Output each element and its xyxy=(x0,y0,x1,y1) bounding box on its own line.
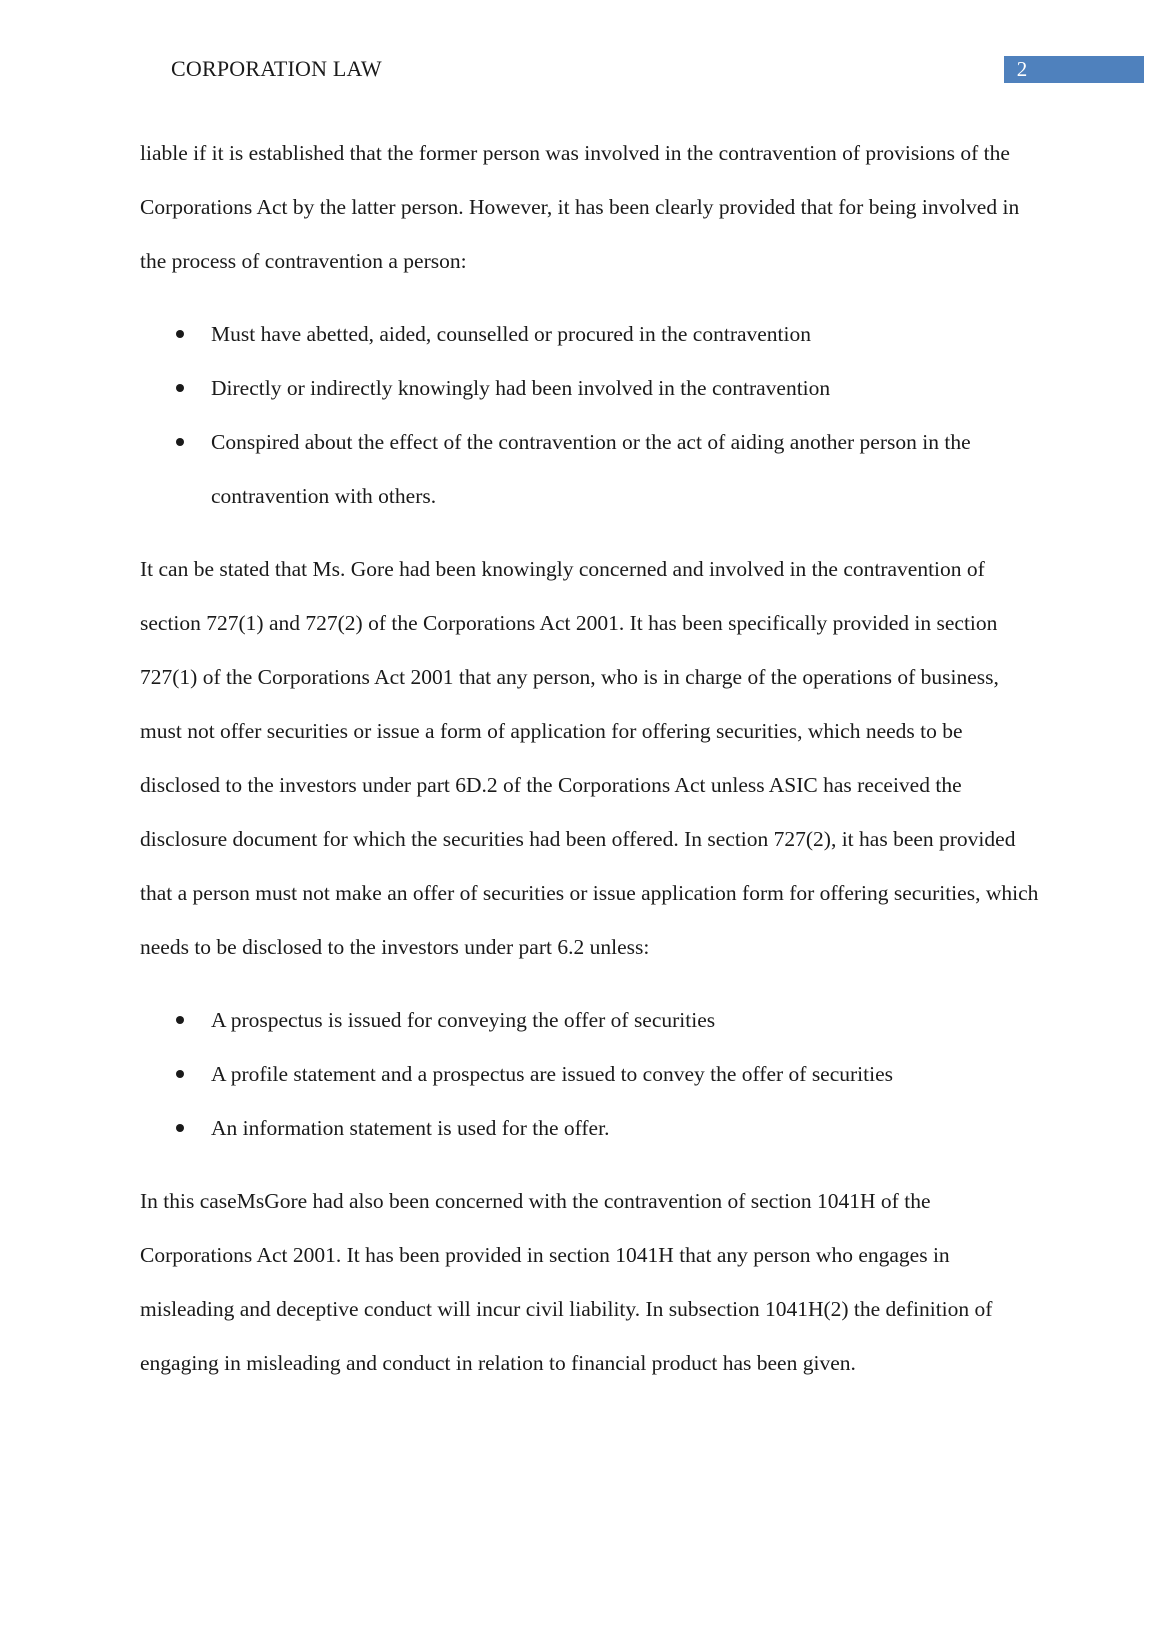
bullet-icon xyxy=(176,438,184,446)
bullet-icon xyxy=(176,1016,184,1024)
list-item: Conspired about the effect of the contravention or the act of aiding another person in the contravention with others. xyxy=(140,415,1040,523)
bullet-icon xyxy=(176,384,184,392)
page-number-box xyxy=(1004,56,1144,83)
list-item: Must have abetted, aided, counselled or procured in the contravention xyxy=(140,307,1040,361)
bullet-list-2 xyxy=(140,993,1040,1155)
list-item: Directly or indirectly knowingly had been involved in the contravention xyxy=(140,361,1040,415)
document-body xyxy=(140,126,1040,1390)
bullet-icon xyxy=(176,330,184,338)
paragraph-2: It can be stated that Ms. Gore had been knowingly concerned and involved in the contravention of section 727(1) and 727(2) of the Corporations Act 2001. It has been specifically provided in section 727(1) of the Corporations Act 2001 that any person, who is in charge of the operations of business, must not offer securities or issue a form of application for offering securities, which needs to be disclosed to the investors under part 6D.2 of the Corporations Act unless ASIC has received the disclosure document for which the securities had been offered. In section 727(2), it has been provided that a person must not make an offer of securities or issue application form for offering securities, which needs to be disclosed to the investors under part 6.2 unless: xyxy=(140,557,1039,959)
paragraph-3: In this caseMsGore had also been concerned with the contravention of section 1041H of the Corporations Act 2001. It has been provided in section 1041H that any person who engages in misleading and deceptive conduct will incur civil liability. In subsection 1041H(2) the definition of engaging in misleading and conduct in relation to financial product has been given. xyxy=(140,1189,993,1375)
paragraph-1: liable if it is established that the former person was involved in the contravention of provisions of the Corporations Act by the latter person. However, it has been clearly provided that for being involved in the process of contravention a person: xyxy=(140,141,1020,273)
list-item: A prospectus is issued for conveying the offer of securities xyxy=(140,993,1040,1047)
bullet-list-1 xyxy=(140,307,1040,523)
page-number: 2 xyxy=(1016,57,1028,81)
list-item: An information statement is used for the offer. xyxy=(140,1101,1040,1155)
bullet-icon xyxy=(176,1124,184,1132)
header-title: CORPORATION LAW xyxy=(171,56,382,81)
bullet-icon xyxy=(176,1070,184,1078)
list-item: A profile statement and a prospectus are issued to convey the offer of securities xyxy=(140,1047,1040,1101)
